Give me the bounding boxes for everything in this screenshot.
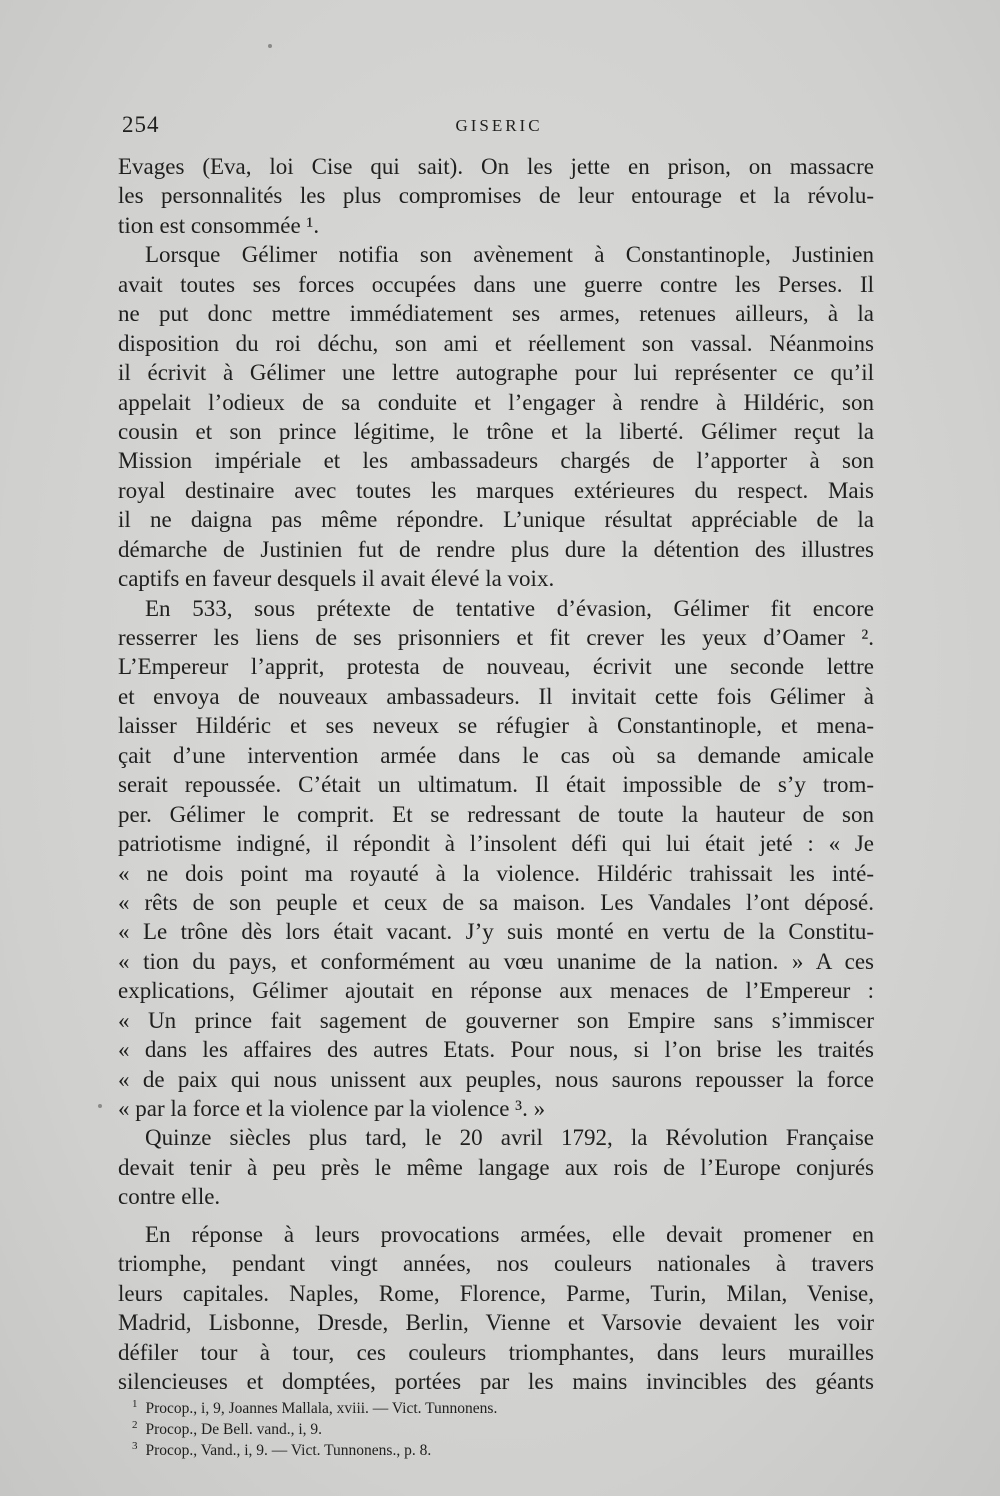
text-line: « rêts de son peuple et ceux de sa maison. Les Vandales l’ont déposé.: [118, 889, 874, 915]
text-line: avait toutes ses forces occupées dans une guerre contre les Perses. Il: [118, 271, 874, 297]
text-line: En 533, sous prétexte de tentative d’évasion, Gélimer fit encore: [145, 595, 874, 621]
text-line: « Un prince fait sagement de gouverner son Empire sans s’immiscer: [118, 1007, 874, 1033]
footnote-text: Procop., De Bell. vand., i, 9.: [145, 1421, 323, 1439]
text-line: contre elle.: [118, 1184, 221, 1210]
text-line: explications, Gélimer ajoutait en réponse aux menaces de l’Empereur :: [118, 978, 874, 1004]
text-line: « dans les affaires des autres Etats. Pour nous, si l’on brise les traités: [118, 1037, 874, 1063]
running-title: GISERIC: [455, 116, 543, 135]
text-line: appelait l’odieux de sa conduite et l’engager à rendre à Hildéric, son: [118, 389, 874, 415]
text-line: ne put donc mettre immédiatement ses armes, retenues ailleurs, à la: [118, 301, 874, 327]
text-line: royal destinaire avec toutes les marques extérieures du respect. Mais: [118, 477, 874, 503]
text-line: les personnalités les plus compromises de leur entourage et la révolu-: [118, 183, 874, 209]
text-line: En réponse à leurs provocations armées, elle devait promener en: [145, 1221, 874, 1247]
text-line: tion est consommée ¹.: [118, 212, 320, 238]
footnote-text: Procop., Vand., i, 9. — Vict. Tunnonens., p. 8.: [145, 1442, 432, 1460]
paragraph-gap: [118, 1212, 874, 1220]
footnote: [132, 1415, 692, 1439]
text-line: captifs en faveur desquels il avait élevé la voix.: [118, 566, 555, 592]
body-text: [118, 152, 874, 1396]
footnote-text: Procop., i, 9, Joannes Mallala, xviii. — Vict. Tunnonens.: [145, 1400, 498, 1418]
text-line: défiler tour à tour, ces couleurs triomphantes, dans leurs murailles: [118, 1339, 874, 1365]
page-number: 254: [122, 112, 160, 137]
text-line: çait d’une intervention armée dans le cas où sa demande amicale: [118, 742, 874, 768]
text-line: devait tenir à peu près le même langage aux rois de l’Europe conjurés: [118, 1154, 874, 1180]
text-line: « de paix qui nous unissent aux peuples, nous saurons repousser la force: [118, 1066, 874, 1092]
text-line: « par la force et la violence par la violence ³. »: [118, 1096, 546, 1121]
text-line: Evages (Eva, loi Cise qui sait). On les jette en prison, on massacre: [118, 154, 874, 179]
text-line: disposition du roi déchu, son ami et réellement son vassal. Néanmoins: [118, 330, 874, 356]
text-line: Quinze siècles plus tard, le 20 avril 1792, la Révolution Française: [145, 1125, 874, 1151]
text-line: « ne dois point ma royauté à la violence. Hildéric trahissait les inté-: [118, 860, 874, 886]
text-line: il écrivit à Gélimer une lettre autographe pour lui représenter ce qu’il: [118, 360, 874, 386]
text-line: triomphe, pendant vingt années, nos couleurs nationales à travers: [118, 1251, 874, 1277]
text-line: cousin et son prince légitime, le trône et la liberté. Gélimer reçut la: [118, 418, 874, 444]
text-line: « Le trône dès lors était vacant. J’y suis monté en vertu de la Constitu-: [118, 919, 874, 945]
text-line: démarche de Justinien fut de rendre plus dure la détention des illustres: [118, 536, 874, 562]
text-line: laisser Hildéric et ses neveux se réfugier à Constantinople, et mena-: [118, 713, 874, 739]
text-line: il ne daigna pas même répondre. L’unique résultat appréciable de la: [118, 507, 874, 533]
text-line: serait repoussée. C’était un ultimatum. Il était impossible de s’y trom-: [118, 772, 874, 798]
text-line: « tion du pays, et conformément au vœu unanime de la nation. » A ces: [118, 948, 874, 974]
text-line: patriotisme indigné, il répondit à l’insolent défi qui lui était jeté : « Je: [118, 831, 874, 857]
footnote-number: 2: [132, 1419, 138, 1431]
footnote-number: 1: [132, 1398, 138, 1410]
footnote: [132, 1394, 692, 1418]
text-line: Madrid, Lisbonne, Dresde, Berlin, Vienne et Varsovie devaient les voir: [118, 1310, 874, 1336]
text-line: L’Empereur l’apprit, protesta de nouveau, écrivit une seconde lettre: [118, 654, 874, 680]
footnotes: [132, 1394, 692, 1460]
paper-speck: [268, 44, 272, 48]
text-line: Mission impériale et les ambassadeurs chargés de l’apporter à son: [118, 448, 874, 474]
text-line: et envoya de nouveaux ambassadeurs. Il invitait cette fois Gélimer à: [118, 683, 874, 709]
text-line: per. Gélimer le comprit. Et se redressant de toute la hauteur de son: [118, 801, 874, 827]
text-line: silencieuses et domptées, portées par les mains invincibles des géants: [118, 1368, 874, 1394]
text-line: Lorsque Gélimer notifia son avènement à Constantinople, Justinien: [145, 242, 874, 268]
footnote-number: 3: [132, 1440, 138, 1452]
page-header: [118, 112, 880, 142]
text-line: resserrer les liens de ses prisonniers et fit crever les yeux d’Oamer ².: [118, 625, 874, 650]
footnote: [132, 1436, 692, 1460]
paper-speck: [98, 1104, 102, 1108]
text-line: leurs capitales. Naples, Rome, Florence, Parme, Turin, Milan, Venise,: [118, 1280, 874, 1306]
